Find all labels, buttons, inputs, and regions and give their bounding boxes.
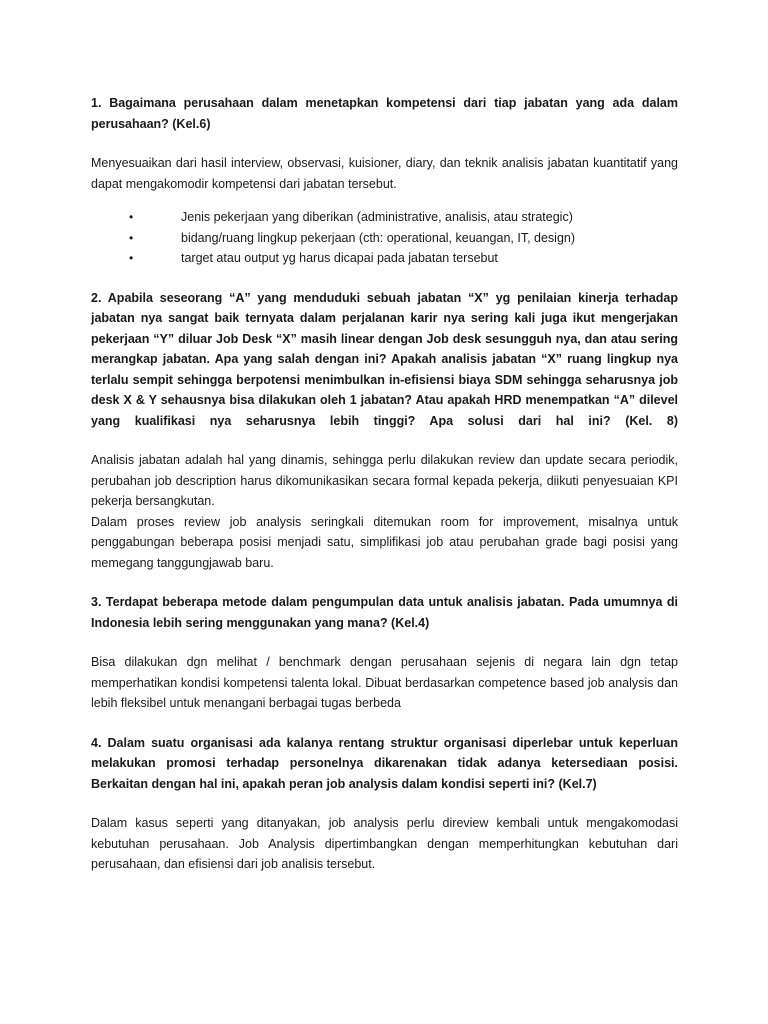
bullet-item (91, 228, 678, 249)
question-3: 3. Terdapat beberapa metode dalam pengumpulan data untuk analisis jabatan. Pada umumnya di Indonesia lebih sering menggunakan yang mana? (Kel.4) (91, 595, 678, 630)
answer-4: Dalam kasus seperti yang ditanyakan, job analysis perlu direview kembali untuk mengakomodasi kebutuhan perusahaan. Job Analysis dipertimbangkan dengan memperhitungkan kebutuhan dari perusahaan, dan efisiensi dari job analisis tersebut. (91, 816, 678, 871)
answer-1: Menyesuaikan dari hasil interview, observasi, kuisioner, diary, dan teknik analisis jabatan kuantitatif yang dapat mengakomodir kompetensi dari jabatan tersebut. (91, 156, 678, 191)
question-4: 4. Dalam suatu organisasi ada kalanya rentang struktur organisasi diperlebar untuk keperluan melakukan promosi terhadap personelnya dikarenakan tidak adanya ketersediaan posisi. Berkaitan dengan hal ini, apakah peran job analysis dalam kondisi seperti ini? (Kel.7) (91, 735, 678, 791)
question-2: 2. Apabila seseorang “A” yang menduduki sebuah jabatan “X” yg penilaian kinerja terhadap jabatan nya sangat baik ternyata dalam perjalanan karir nya sering kali juga ikut mengerjakan pekerjaan “Y” diluar Job Desk “X” masih linear dengan Job desk sesungguh nya, dan atau sering merangkap jabatan. Apa yang salah dengan ini? Apakah analisis jabatan “X” ruang lingkup nya terlalu sempit sehingga berpotensi menimbulkan in-efisiensi biaya SDM sehingga seharusnya job desk X & Y sehausnya bisa dilakukan oleh 1 jabatan? Atau apakah HRD menempatkan “A” dilevel yang kualifikasi nya seharusnya lebih tinggi? Apa solusi dari hal ini? (Kel. 8) (91, 290, 678, 428)
bullet-icon: • (129, 230, 134, 245)
document-page (91, 93, 678, 875)
answer-1-bullet-list (91, 207, 678, 269)
bullet-text: bidang/ruang lingkup pekerjaan (cth: operational, keuangan, IT, design) (181, 230, 576, 245)
bullet-item (91, 207, 678, 228)
bullet-item (91, 248, 678, 269)
answer-2-paragraph-2: Dalam proses review job analysis seringkali ditemukan room for improvement, misalnya untuk penggabungan beberapa posisi menjadi satu, simplifikasi job atau perubahan grade bagi posisi yang memegang tanggungjawab baru. (91, 514, 678, 570)
bullet-icon: • (129, 251, 134, 265)
question-1: 1. Bagaimana perusahaan dalam menetapkan kompetensi dari tiap jabatan yang ada dalam perusahaan? (Kel.6) (91, 96, 678, 131)
bullet-text: target atau output yg harus dicapai pada jabatan tersebut (181, 251, 498, 265)
answer-2-paragraph-1: Analisis jabatan adalah hal yang dinamis, sehingga perlu dilakukan review dan update secara periodik, perubahan job description harus dikomunikasikan secara formal kepada pekerja, diikuti penyesuaian KPI pekerja bersangkutan. (91, 453, 678, 508)
bullet-icon: • (129, 210, 134, 224)
answer-3: Bisa dilakukan dgn melihat / benchmark dengan perusahaan sejenis di negara lain dgn tetap memperhatikan kondisi kompetensi talenta lokal. Dibuat berdasarkan competence based job analysis dan lebih fleksibel untuk menangani berbagai tugas berbeda (91, 655, 678, 710)
bullet-text: Jenis pekerjaan yang diberikan (administrative, analisis, atau strategic) (181, 210, 573, 224)
